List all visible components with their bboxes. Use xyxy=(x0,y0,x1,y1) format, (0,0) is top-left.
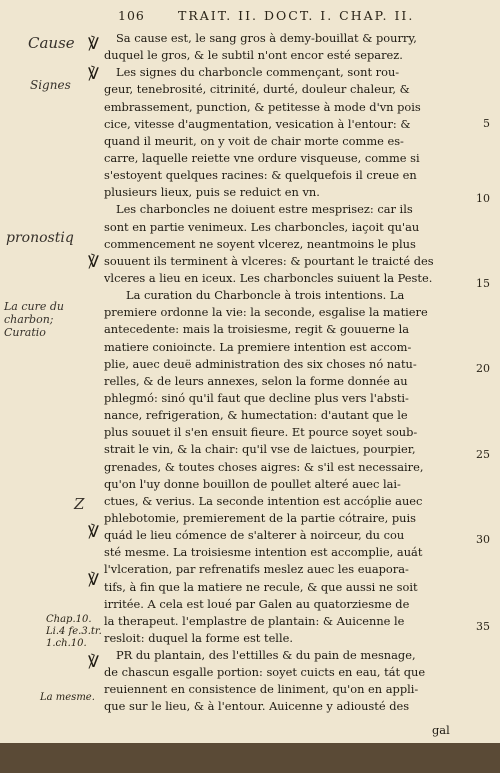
text-line: geur, tenebrosité, citrinité, durté, douleur chaleur, & xyxy=(104,82,410,97)
handwritten-note-curation: La cure du charbon; Curatio xyxy=(4,300,64,339)
line-number: 5 xyxy=(483,117,490,130)
text-line: tifs, à fin que la matiere ne recule, & que aussi ne soit xyxy=(104,579,418,594)
text-line: plusieurs lieux, puis se reduict en vn. xyxy=(104,185,320,200)
text-line: ctues, & verius. La seconde intention est accóplie auec xyxy=(104,493,423,508)
handwritten-note-cause: Cause xyxy=(28,34,75,52)
text-line: l'vlceration, par refrenatifs meslez auec les euapora- xyxy=(104,562,409,577)
margin-note-chapter-ref: Chap.10. Li.4 fe.3.tr. 1.ch.10. xyxy=(46,614,102,649)
text-line: vlceres a lieu en iceux. Les charboncles suiuent la Peste. xyxy=(104,270,433,285)
page-number: 106 xyxy=(118,8,145,23)
line-number: 10 xyxy=(476,192,490,205)
rx-symbol-icon: ℣ xyxy=(88,252,99,271)
text-line: phlebotomie, premierement de la partie cótraire, puis xyxy=(104,510,417,525)
text-line: s'estoyent quelques racines: & quelquefois il creue en xyxy=(104,168,417,183)
text-line: La curation du Charboncle à trois intentions. La xyxy=(126,288,405,303)
line-number: 35 xyxy=(476,620,490,633)
text-line: la therapeut. l'emplastre de plantain: & Auicenne le xyxy=(104,613,405,628)
text-line: matiere conioincte. La premiere intention est accom- xyxy=(104,339,412,354)
text-line: cice, vitesse d'augmentation, vesication à l'entour: & xyxy=(104,116,411,131)
text-line: duquel le gros, & le subtil n'ont encor esté separez. xyxy=(104,48,403,63)
line-number: 15 xyxy=(476,277,490,290)
handwritten-note-signes: Signes xyxy=(30,78,71,92)
text-line: commencement ne soyent vlcerez, neantmoins le plus xyxy=(104,236,416,251)
text-line: plus souuet il s'en ensuit fieure. Et pource soyet soub- xyxy=(104,425,418,440)
rx-symbol-icon: ℣ xyxy=(88,34,99,53)
body-text xyxy=(104,30,456,716)
text-line: souuent ils terminent à vlceres: & pourtant le traicté des xyxy=(104,253,434,268)
text-line: irritée. A cela est loué par Galen au quatorziesme de xyxy=(104,596,410,611)
rx-symbol-icon: ℣ xyxy=(88,570,99,589)
rx-symbol-icon: ℣ xyxy=(88,522,99,541)
running-title: TRAIT. II. DOCT. I. CHAP. II. xyxy=(178,8,415,23)
text-line: strait le vin, & la chair: qu'il vse de laictues, pourpier, xyxy=(104,442,416,457)
text-line: premiere ordonne la vie: la seconde, esgalise la matiere xyxy=(104,305,428,320)
text-line: sont en partie venimeux. Les charboncles, iaçoit qu'au xyxy=(104,219,420,234)
handwritten-mark-z: Z xyxy=(74,495,85,513)
margin-note-la-mesme: La mesme. xyxy=(40,692,95,703)
text-line: embrassement, punction, & petitesse à mode d'vn pois xyxy=(104,99,421,114)
text-line: reuiennent en consistence de liniment, qu'on en appli- xyxy=(104,682,419,697)
text-line: PR du plantain, des l'ettilles & du pain de mesnage, xyxy=(116,648,416,663)
text-line: qu'on l'uy donne bouillon de poullet alteré auec lai- xyxy=(104,476,401,491)
rx-symbol-icon: ℣ xyxy=(88,64,99,83)
text-line: phlegmó: sinó qu'il faut que decline plus vers l'absti- xyxy=(104,390,409,405)
text-line: plie, auec deuë administration des six choses nó natu- xyxy=(104,356,417,371)
text-line: resloit: duquel la forme est telle. xyxy=(104,630,293,645)
catchword: gal xyxy=(432,723,450,737)
line-number: 30 xyxy=(476,533,490,546)
text-line: grenades, & toutes choses aigres: & s'il est necessaire, xyxy=(104,459,424,474)
handwritten-note-pronostic: pronostiq xyxy=(6,230,74,246)
text-line: Les charboncles ne doiuent estre mesprisez: car ils xyxy=(116,202,413,217)
line-number: 25 xyxy=(476,448,490,461)
text-line: relles, & de leurs annexes, selon la forme donnée au xyxy=(104,373,408,388)
text-line: Les signes du charboncle commençant, sont rou- xyxy=(116,65,400,80)
text-line: de chascun esgalle portion: soyet cuicts en eau, tát que xyxy=(104,665,426,680)
line-number: 20 xyxy=(476,362,490,375)
text-line: antecedente: mais la troisiesme, regit & gouuerne la xyxy=(104,322,410,337)
text-line: carre, laquelle reiette vne ordure visqueuse, comme si xyxy=(104,150,420,165)
rx-symbol-icon: ℣ xyxy=(88,652,99,671)
running-header xyxy=(0,8,500,26)
text-line: quád le lieu cómence de s'alterer à noirceur, du cou xyxy=(104,528,405,543)
text-line: Sa cause est, le sang gros à demy-bouillat & pourry, xyxy=(116,31,417,45)
text-line: que sur le lieu, & à l'entour. Auicenne y adiousté des xyxy=(104,699,410,714)
text-line: sté mesme. La troisiesme intention est accomplie, auát xyxy=(104,545,423,560)
text-line: nance, refrigeration, & humectation: d'autant que le xyxy=(104,408,408,423)
text-line: quand il meurit, on y voit de chair morte comme es- xyxy=(104,133,404,148)
